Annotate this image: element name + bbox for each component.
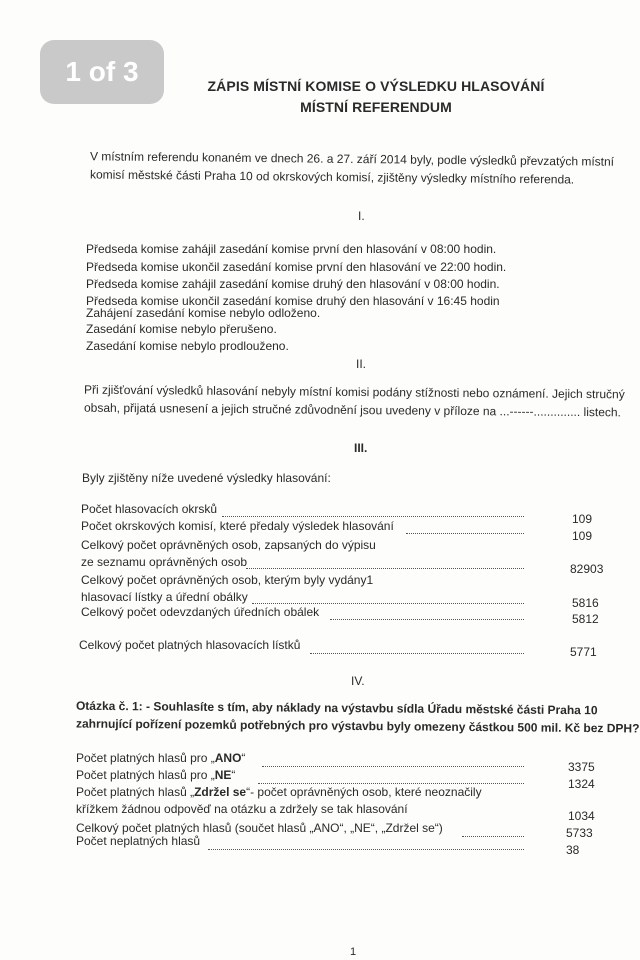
dotted-leader	[262, 766, 524, 767]
result-value: 5812	[572, 612, 599, 626]
section-2-line-1: Při zjišťování výsledků hlasování nebyly místní komisi podány stížnosti nebo oznámení. Jejich stručný	[83, 382, 625, 402]
page-number: 1	[350, 946, 357, 958]
dotted-leader	[208, 849, 524, 850]
result-label: hlasovací lístky a úřední obálky	[81, 590, 248, 604]
intro-line-1: V místním referendu konaném ve dnech 26. a 27. září 2014 byly, podle výsledků převzatých místní	[89, 149, 615, 169]
vote-label: křížkem žádnou odpověď na otázku a zdržely se tak hlasování	[76, 802, 408, 816]
section-3-intro: Byly zjištěny níže uvedené výsledky hlasování:	[82, 471, 331, 485]
vote-label: Počet platných hlasů „Zdržel se“- počet oprávněných osob, které neoznačily	[76, 785, 482, 799]
section-1-heading: I.	[358, 209, 365, 223]
dotted-leader	[330, 619, 524, 620]
section-1-line: Zahájení zasedání komise nebylo odloženo.	[86, 306, 321, 320]
title-line-1: ZÁPIS MÍSTNÍ KOMISE O VÝSLEDKU HLASOVÁNÍ	[207, 78, 545, 94]
section-1-line: Předseda komise zahájil zasedání komise druhý den hlasování v 08:00 hodin.	[86, 277, 500, 291]
result-value: 109	[572, 529, 593, 543]
question-prefix: Otázka č. 1: -	[75, 698, 151, 714]
dotted-leader	[246, 568, 524, 569]
vote-value: 38	[566, 843, 580, 857]
vote-value: 1324	[568, 777, 595, 791]
vote-label: Celkový počet platných hlasů (součet hlasů „ANO“, „NE“, „Zdržel se“)	[76, 821, 443, 835]
result-value: 82903	[570, 562, 604, 576]
page-indicator-badge: 1 of 3	[40, 40, 164, 104]
section-2-heading: II.	[356, 357, 367, 371]
dotted-leader	[406, 533, 524, 534]
vote-label: Počet platných hlasů pro „ANO“	[76, 751, 246, 765]
title-line-2: MÍSTNÍ REFERENDUM	[300, 99, 452, 115]
intro-line-2: komisí městské části Praha 10 od okrskových komisí, zjištěny výsledky místního referenda.	[89, 167, 575, 187]
section-1-line: Zasedání komise nebylo prodlouženo.	[86, 339, 289, 353]
result-value: 5771	[570, 645, 597, 659]
vote-value: 3375	[568, 760, 595, 774]
question-text-line-2: zahrnující pořízení pozemků potřebných pro výstavbu byly omezeny částkou 500 mil. Kč bez DPH?	[75, 716, 640, 736]
document-title	[196, 76, 556, 118]
section-2-line-2: obsah, přijatá usnesení a jejich stručné zdůvodnění jsou uvedeny v příloze na ...------.............. listech.	[83, 400, 621, 420]
dotted-leader	[462, 836, 524, 837]
vote-value: 5733	[566, 826, 593, 840]
result-value: 5816	[572, 596, 599, 610]
question-text-line-1: Souhlasíte s tím, aby náklady na výstavbu sídla Úřadu městské části Praha 10	[153, 699, 598, 718]
section-4-heading: IV.	[351, 674, 365, 688]
vote-label: Počet platných hlasů pro „NE“	[76, 768, 236, 782]
section-1-line: Předseda komise zahájil zasedání komise první den hlasování v 08:00 hodin.	[86, 242, 497, 256]
result-label: Celkový počet oprávněných osob, zapsaných do výpisu	[81, 538, 376, 552]
vote-label: Počet neplatných hlasů	[76, 834, 201, 848]
result-label: Počet okrskových komisí, které předaly výsledek hlasování	[81, 519, 394, 533]
section-1-line: Předseda komise ukončil zasedání komise první den hlasování ve 22:00 hodin.	[86, 260, 507, 274]
result-value: 109	[572, 512, 593, 526]
dotted-leader	[310, 653, 524, 654]
result-label: Celkový počet oprávněných osob, kterým byly vydány1	[81, 573, 374, 587]
section-3-heading: III.	[354, 441, 368, 455]
section-1-line: Předseda komise ukončil zasedání komise druhý den hlasování v 16:45 hodin	[86, 294, 500, 308]
vote-value: 1034	[568, 809, 595, 823]
section-1-line: Zasedání komise nebylo přerušeno.	[86, 322, 277, 336]
result-label: ze seznamu oprávněných osob	[81, 555, 248, 569]
result-label: Celkový počet platných hlasovacích lístků	[79, 638, 301, 652]
result-label: Celkový počet odevzdaných úředních obálek	[81, 605, 320, 619]
result-label: Počet hlasovacích okrsků	[81, 502, 218, 516]
